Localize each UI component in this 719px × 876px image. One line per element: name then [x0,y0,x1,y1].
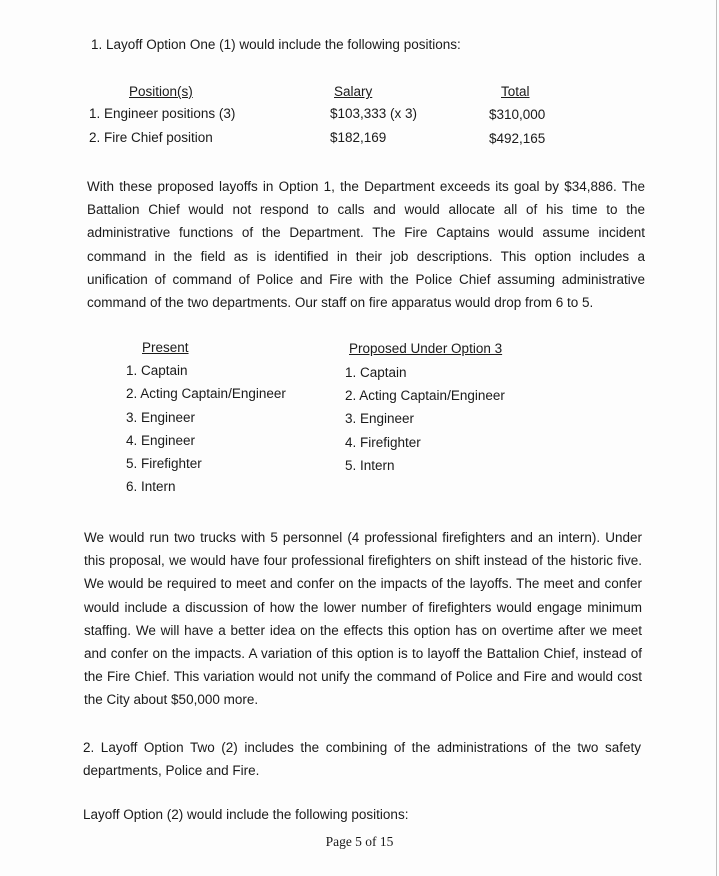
proposed-item-3: 3. Engineer [345,411,415,426]
table-row-2-position: 2. Fire Chief position [89,130,213,145]
header-positions: Position(s) [129,84,193,99]
present-item-1: 1. Captain [126,363,188,378]
paragraph-option-two-intro: 2. Layoff Option Two (2) includes the combining of the administrations of the two safety departments, Police and Fire. [83,740,641,779]
header-proposed: Proposed Under Option 3 [349,341,503,356]
paragraph-option-one: With these proposed layoffs in Option 1, the Department exceeds its goal by $34,886. The Battalion Chief would not respond to calls and would allocate all of his time to the administrative functions of the Department. The Fire Captains would assume incident command in the field as is identified in their job descriptions. This option includes a unification of command of Police and Fire with the Police Chief assuming administrative command of the two departments. Our staff on fire apparatus would drop from 6 to 5. [87,179,645,311]
proposed-item-5: 5. Intern [345,458,395,473]
present-item-4: 4. Engineer [126,433,196,448]
table-row-1-salary: $103,333 (x 3) [330,106,418,121]
header-salary: Salary [334,84,373,99]
proposed-item-2: 2. Acting Captain/Engineer [345,388,505,403]
page-number: Page 5 of 15 [325,834,394,849]
page-edge [716,0,717,876]
option-two-positions-intro: Layoff Option (2) would include the following positions: [83,807,409,822]
table-row-1-position: 1. Engineer positions (3) [89,106,236,121]
paragraph-option-one-details: We would run two trucks with 5 personnel (4 professional firefighters and an intern). Under this proposal, we would have four professional firefighters on shift instead of the historic five. We would be required to meet and confer on the impacts of the layoffs. The meet and confer would include a discussion of how the lower number of firefighters would engage minimum staffing. We will have a better idea on the effects this option has on overtime after we meet and confer on the impacts. A variation of this option is to layoff the Battalion Chief, instead of the Fire Chief. This variation would not unify the command of Police and Fire and would cost the City about $50,000 more. [84,530,642,708]
present-item-3: 3. Engineer [126,410,196,425]
option-one-intro: 1. Layoff Option One (1) would include the following positions: [91,37,461,52]
table-row-2-total: $492,165 [489,131,546,146]
table-row-2-salary: $182,169 [330,130,387,145]
header-present: Present [142,340,189,355]
header-total: Total [501,84,530,99]
present-item-6: 6. Intern [126,479,176,494]
proposed-item-4: 4. Firefighter [345,435,421,450]
present-item-5: 5. Firefighter [126,456,202,471]
present-item-2: 2. Acting Captain/Engineer [126,386,286,401]
proposed-item-1: 1. Captain [345,365,407,380]
table-row-1-total: $310,000 [489,107,546,122]
